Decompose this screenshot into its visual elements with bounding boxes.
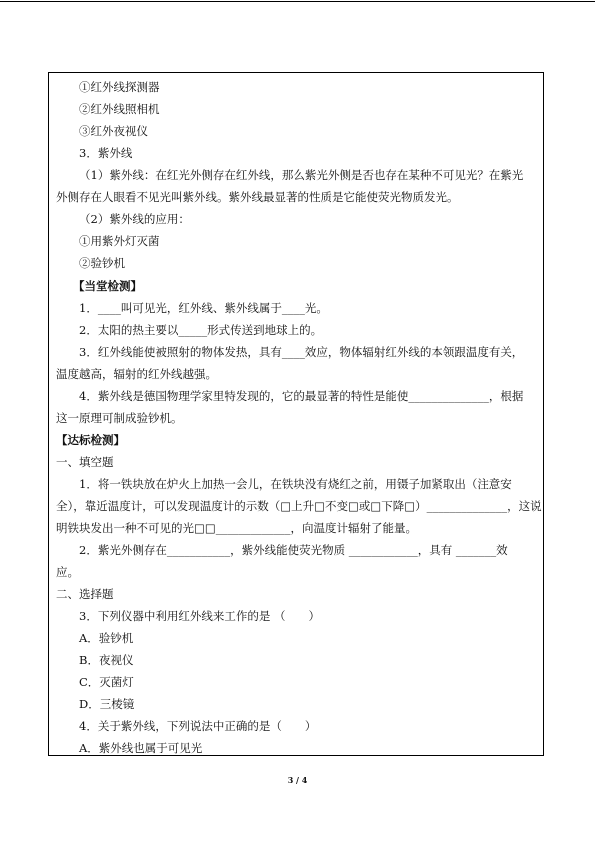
text-line: 3．紫外线 (79, 146, 133, 160)
text-line: ②验钞机 (79, 256, 125, 270)
text-line: 1．将一铁块放在炉火上加热一会儿，在铁块没有烧红之前，用镊子加紧取出（注意安 (79, 477, 512, 491)
text-line: 温度越高，辐射的红外线越强。 (56, 367, 217, 381)
text-line: 2．太阳的热主要以_____形式传送到地球上的。 (79, 323, 323, 337)
text-line: C．灭菌灯 (79, 675, 134, 689)
section-heading: 【达标检测】 (56, 433, 125, 447)
page-number: 3 / 4 (287, 775, 308, 785)
section-heading: 【当堂检测】 (73, 279, 142, 293)
header-rule (0, 1, 595, 2)
text-line: （2）紫外线的应用： (79, 212, 190, 226)
text-line: 4．关于紫外线，下列说法中正确的是（ ） (79, 719, 317, 733)
text-line: 1．____叫可见光，红外线、紫外线属于____光。 (79, 301, 328, 315)
text-line: 外侧存在人眼看不见光叫紫外线。紫外线最显著的性质是它能使荧光物质发光。 (56, 190, 459, 204)
text-line: 2．紫光外侧存在___________，紫外线能使荧光物质 ____________，具有 _______效 (79, 543, 508, 557)
text-line: 全），靠近温度计，可以发现温度计的示数（□上升□不变□或□下降□）______________，这说 (56, 499, 542, 513)
text-line: ①用紫外灯灭菌 (79, 234, 160, 248)
text-line: 明铁块发出一种不可见的光□□_____________，向温度计辐射了能量。 (56, 521, 417, 535)
text-line: A．紫外线也属于可见光 (79, 741, 203, 755)
text-line: 应。 (56, 565, 79, 579)
text-line: 3．红外线能使被照射的物体发热，具有____效应，物体辐射红外线的本领跟温度有关， (79, 345, 524, 359)
text-line: D．三棱镜 (79, 697, 135, 711)
text-line: 3．下列仪器中利用红外线来工作的是 （ ） (79, 609, 320, 623)
text-line: 二、选择题 (56, 587, 114, 601)
text-line: 一、填空题 (56, 455, 114, 469)
text-line: （1）紫外线：在红光外侧存在红外线，那么紫光外侧是否也存在某种不可见光？在紫光 (79, 168, 524, 182)
text-line: A．验钞机 (79, 631, 134, 645)
text-line: ①红外线探测器 (79, 80, 160, 94)
text-line: ②红外线照相机 (79, 102, 160, 116)
text-line: 4．紫外线是德国物理学家里特发现的，它的最显著的特性是能使______________，根据 (79, 389, 524, 403)
text-line: B．夜视仪 (79, 653, 134, 667)
text-line: 这一原理可制成验钞机。 (56, 411, 183, 425)
text-line: ③红外夜视仪 (79, 124, 148, 138)
